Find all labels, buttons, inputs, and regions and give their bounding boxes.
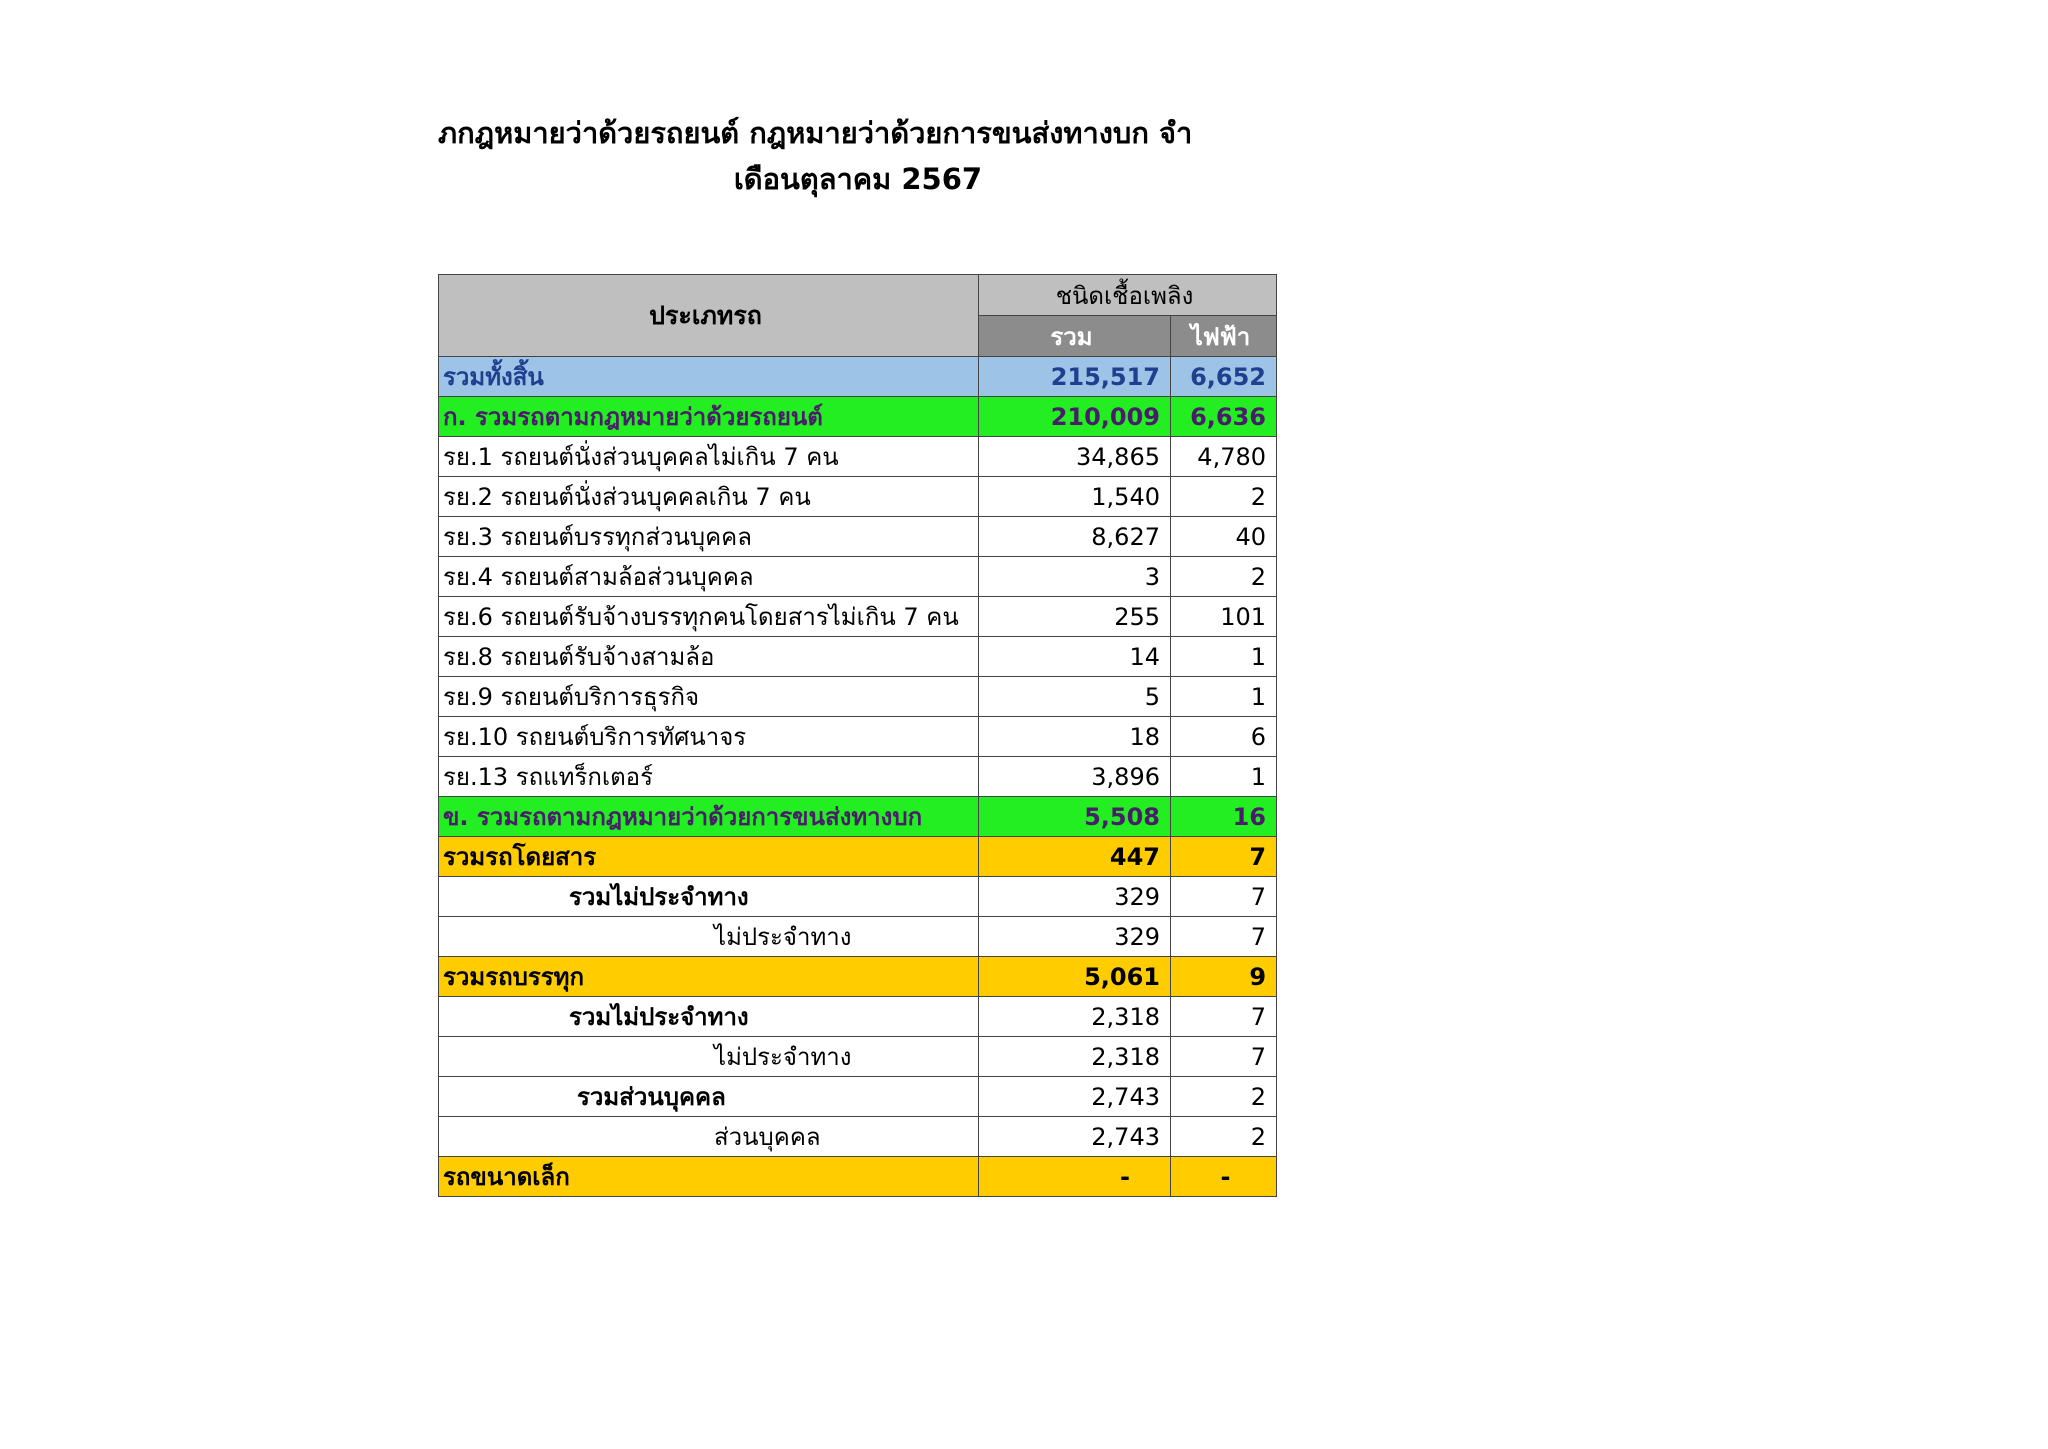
report-title-line2: เดือนตุลาคม 2567 <box>733 162 983 196</box>
table-row <box>439 477 1277 517</box>
table-row <box>439 797 1277 837</box>
row-label: รวมรถโดยสาร <box>439 837 979 877</box>
row-label: รย.9 รถยนต์บริการธุรกิจ <box>439 677 979 717</box>
row-electric: 16 <box>1171 797 1277 837</box>
header-total: รวม <box>979 316 1171 357</box>
row-label: รวมไม่ประจำทาง <box>439 877 979 917</box>
row-label: รวมไม่ประจำทาง <box>439 997 979 1037</box>
row-label: ไม่ประจำทาง <box>439 917 979 957</box>
table-row <box>439 597 1277 637</box>
row-total: 255 <box>979 597 1171 637</box>
table-row <box>439 717 1277 757</box>
table-row <box>439 437 1277 477</box>
row-electric: 2 <box>1171 557 1277 597</box>
row-total: 34,865 <box>979 437 1171 477</box>
row-electric: 9 <box>1171 957 1277 997</box>
row-electric: 40 <box>1171 517 1277 557</box>
table-row <box>439 357 1277 397</box>
row-electric: 2 <box>1171 477 1277 517</box>
table-row <box>439 677 1277 717</box>
table-row <box>439 397 1277 437</box>
table-row <box>439 957 1277 997</box>
row-electric: 1 <box>1171 677 1277 717</box>
row-total: 3 <box>979 557 1171 597</box>
vehicle-fuel-table <box>438 274 1277 1197</box>
row-label: ไม่ประจำทาง <box>439 1037 979 1077</box>
report-title-line1: ภกฎหมายว่าด้วยรถยนต์ กฎหมายว่าด้วยการขนส่งทางบก จำ <box>438 116 1193 150</box>
row-label: รวมรถบรรทุก <box>439 957 979 997</box>
row-total: 2,743 <box>979 1117 1171 1157</box>
row-total: 5,508 <box>979 797 1171 837</box>
table-row <box>439 877 1277 917</box>
row-electric: 7 <box>1171 997 1277 1037</box>
table-header-row <box>439 275 1277 316</box>
row-total: 329 <box>979 917 1171 957</box>
row-label: รย.13 รถแทร็กเตอร์ <box>439 757 979 797</box>
row-total: - <box>979 1157 1171 1197</box>
table-row <box>439 837 1277 877</box>
row-total: 14 <box>979 637 1171 677</box>
row-electric: 101 <box>1171 597 1277 637</box>
row-label: รย.4 รถยนต์สามล้อส่วนบุคคล <box>439 557 979 597</box>
row-total: 3,896 <box>979 757 1171 797</box>
row-electric: 6,636 <box>1171 397 1277 437</box>
row-label: รย.2 รถยนต์นั่งส่วนบุคคลเกิน 7 คน <box>439 477 979 517</box>
row-label: ข. รวมรถตามกฎหมายว่าด้วยการขนส่งทางบก <box>439 797 979 837</box>
row-label: ส่วนบุคคล <box>439 1117 979 1157</box>
table-row <box>439 1037 1277 1077</box>
row-electric: 2 <box>1171 1077 1277 1117</box>
table-row <box>439 757 1277 797</box>
row-label: รวมทั้งสิ้น <box>439 357 979 397</box>
row-electric: 6,652 <box>1171 357 1277 397</box>
row-total: 5 <box>979 677 1171 717</box>
row-label: รย.1 รถยนต์นั่งส่วนบุคคลไม่เกิน 7 คน <box>439 437 979 477</box>
row-electric: - <box>1171 1157 1277 1197</box>
row-electric: 7 <box>1171 1037 1277 1077</box>
row-label: รย.10 รถยนต์บริการทัศนาจร <box>439 717 979 757</box>
row-total: 2,318 <box>979 1037 1171 1077</box>
table-row <box>439 517 1277 557</box>
row-electric: 6 <box>1171 717 1277 757</box>
row-label: ก. รวมรถตามกฎหมายว่าด้วยรถยนต์ <box>439 397 979 437</box>
table-row <box>439 1157 1277 1197</box>
row-electric: 7 <box>1171 837 1277 877</box>
row-total: 8,627 <box>979 517 1171 557</box>
header-electric: ไฟฟ้า <box>1171 316 1277 357</box>
row-label: รวมส่วนบุคคล <box>439 1077 979 1117</box>
row-total: 447 <box>979 837 1171 877</box>
report-title <box>438 104 1278 200</box>
row-electric: 2 <box>1171 1117 1277 1157</box>
row-label: รถขนาดเล็ก <box>439 1157 979 1197</box>
row-total: 18 <box>979 717 1171 757</box>
table-row <box>439 917 1277 957</box>
row-total: 215,517 <box>979 357 1171 397</box>
row-electric: 7 <box>1171 877 1277 917</box>
row-total: 2,743 <box>979 1077 1171 1117</box>
table-row <box>439 1077 1277 1117</box>
row-total: 5,061 <box>979 957 1171 997</box>
row-electric: 1 <box>1171 637 1277 677</box>
row-label: รย.6 รถยนต์รับจ้างบรรทุกคนโดยสารไม่เกิน 7 คน <box>439 597 979 637</box>
row-electric: 4,780 <box>1171 437 1277 477</box>
table-row <box>439 1117 1277 1157</box>
row-total: 1,540 <box>979 477 1171 517</box>
header-category: ประเภทรถ <box>439 275 979 357</box>
row-electric: 7 <box>1171 917 1277 957</box>
row-total: 329 <box>979 877 1171 917</box>
row-label: รย.3 รถยนต์บรรทุกส่วนบุคคล <box>439 517 979 557</box>
row-label: รย.8 รถยนต์รับจ้างสามล้อ <box>439 637 979 677</box>
row-total: 210,009 <box>979 397 1171 437</box>
row-total: 2,318 <box>979 997 1171 1037</box>
header-fuel-type: ชนิดเชื้อเพลิง <box>979 275 1277 316</box>
table-row <box>439 557 1277 597</box>
row-electric: 1 <box>1171 757 1277 797</box>
table-row <box>439 997 1277 1037</box>
table-row <box>439 637 1277 677</box>
